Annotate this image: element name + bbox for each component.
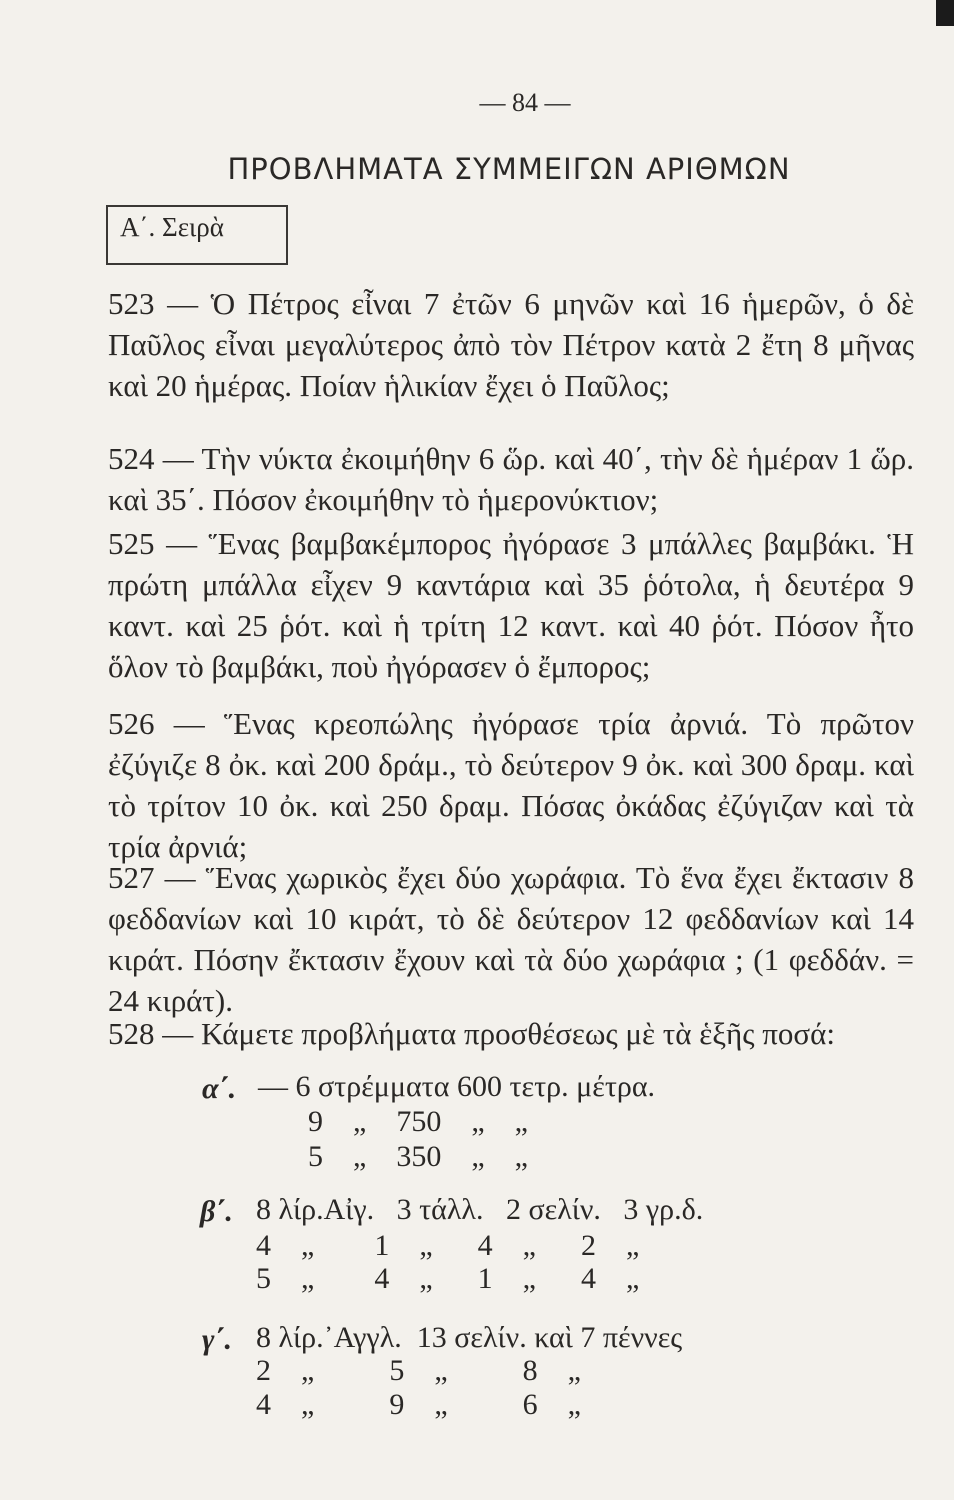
problem-number: 527	[108, 860, 155, 895]
problem-text: — Ἕνας βαμβακέμπορος ἠγόρασε 3 μπάλλες βαμβάκι. Ἡ πρώτη μπάλλα εἶχεν 9 καντάρια καὶ 35 ῥότολα, ἡ δευτέρα 9 καντ. καὶ 25 ῥότ. καὶ ἡ τρίτη 12 καντ. καὶ 40 ῥότ. Πόσον ἦτο ὅλον τὸ βαμβάκι, ποὺ ἠγόρασεν ὁ ἔμπορος;	[108, 526, 915, 684]
problem-528	[108, 1013, 914, 1054]
problem-text: — Ὁ Πέτρος εἶναι 7 ἐτῶν 6 μηνῶν καὶ 16 ἡμερῶν, ὁ δὲ Παῦλος εἶναι μεγαλύτερος ἀπὸ τὸν Πέτρον κατὰ 2 ἔτη 8 μῆνας καὶ 20 ἡμέρας. Ποίαν ἡλικίαν ἔχει ὁ Παῦλος;	[108, 286, 915, 403]
problem-527	[108, 857, 914, 1021]
problem-523	[108, 283, 914, 406]
chapter-title: ΠΡΟΒΛΗΜΑΤΑ ΣΥΜΜΕΙΓΩΝ ΑΡΙΘΜΩΝ	[227, 152, 791, 186]
problem-525	[108, 523, 914, 687]
exercise-b-row: 4 „ 1 „ 4 „ 2 „	[256, 1229, 640, 1262]
series-label: Α΄. Σειρὰ	[120, 212, 224, 242]
exercise-a-row: — 6 στρέμματα 600 τετρ. μέτρα.	[258, 1070, 656, 1103]
problem-text: — Ἕνας κρεοπώλης ἠγόρασε τρία ἀρνιά. Τὸ πρῶτον ἐζύγιζε 8 ὀκ. καὶ 200 δράμ., τὸ δεύτερον 9 ὀκ. καὶ 300 δραμ. καὶ τὸ τρίτον 10 ὀκ. καὶ 250 δραμ. Πόσας ὀκάδας ἐζύγιζαν καὶ τὰ τρία ἀρνιά;	[108, 706, 914, 864]
problem-number: 528	[108, 1016, 155, 1051]
exercise-c-marker: γ΄.	[202, 1323, 232, 1356]
problem-number: 524	[108, 441, 155, 476]
exercise-a-row: 9 „ 750 „ „	[308, 1105, 528, 1138]
exercise-c-row: 2 „ 5 „ 8 „	[256, 1354, 581, 1387]
exercise-c-row: 4 „ 9 „ 6 „	[256, 1388, 581, 1421]
problem-number: 523	[108, 286, 155, 321]
problem-text: — Τὴν νύκτα ἐκοιμήθην 6 ὥρ. καὶ 40΄, τὴν δὲ ἡμέραν 1 ὥρ. καὶ 35΄. Πόσον ἐκοιμήθην τὸ ἡμερονύκτιον;	[108, 441, 915, 517]
page-number: — 84 —	[479, 88, 571, 117]
scan-corner-mark	[936, 0, 954, 26]
exercise-a-marker: α΄.	[202, 1072, 237, 1105]
exercise-b-row: 5 „ 4 „ 1 „ 4 „	[256, 1262, 640, 1295]
problem-text: — Ἕνας χωρικὸς ἔχει δύο χωράφια. Τὸ ἕνα ἔχει ἔκτασιν 8 φεδδανίων καὶ 10 κιράτ, τὸ δὲ δεύτερον 12 φεδδανίων καὶ 14 κιράτ. Πόσην ἔκτασιν ἔχουν καὶ τὰ δύο χωράφια ; (1 φεδδάν. = 24 κιράτ).	[108, 860, 914, 1018]
exercise-c-row: 8 λίρ.᾿Αγγλ. 13 σελίν. καὶ 7 πέννες	[256, 1321, 683, 1354]
problem-text: — Κάμετε προβλήματα προσθέσεως μὲ τὰ ἑξῆς ποσά:	[162, 1016, 836, 1051]
problem-number: 525	[108, 526, 155, 561]
exercise-b-row: 8 λίρ.Αἰγ. 3 τάλλ. 2 σελίν. 3 γρ.δ.	[256, 1193, 704, 1226]
problem-number: 526	[108, 706, 155, 741]
exercise-b-marker: β΄.	[200, 1195, 233, 1228]
problem-524	[108, 438, 914, 520]
exercise-a-row: 5 „ 350 „ „	[308, 1140, 528, 1173]
problem-526	[108, 703, 914, 867]
